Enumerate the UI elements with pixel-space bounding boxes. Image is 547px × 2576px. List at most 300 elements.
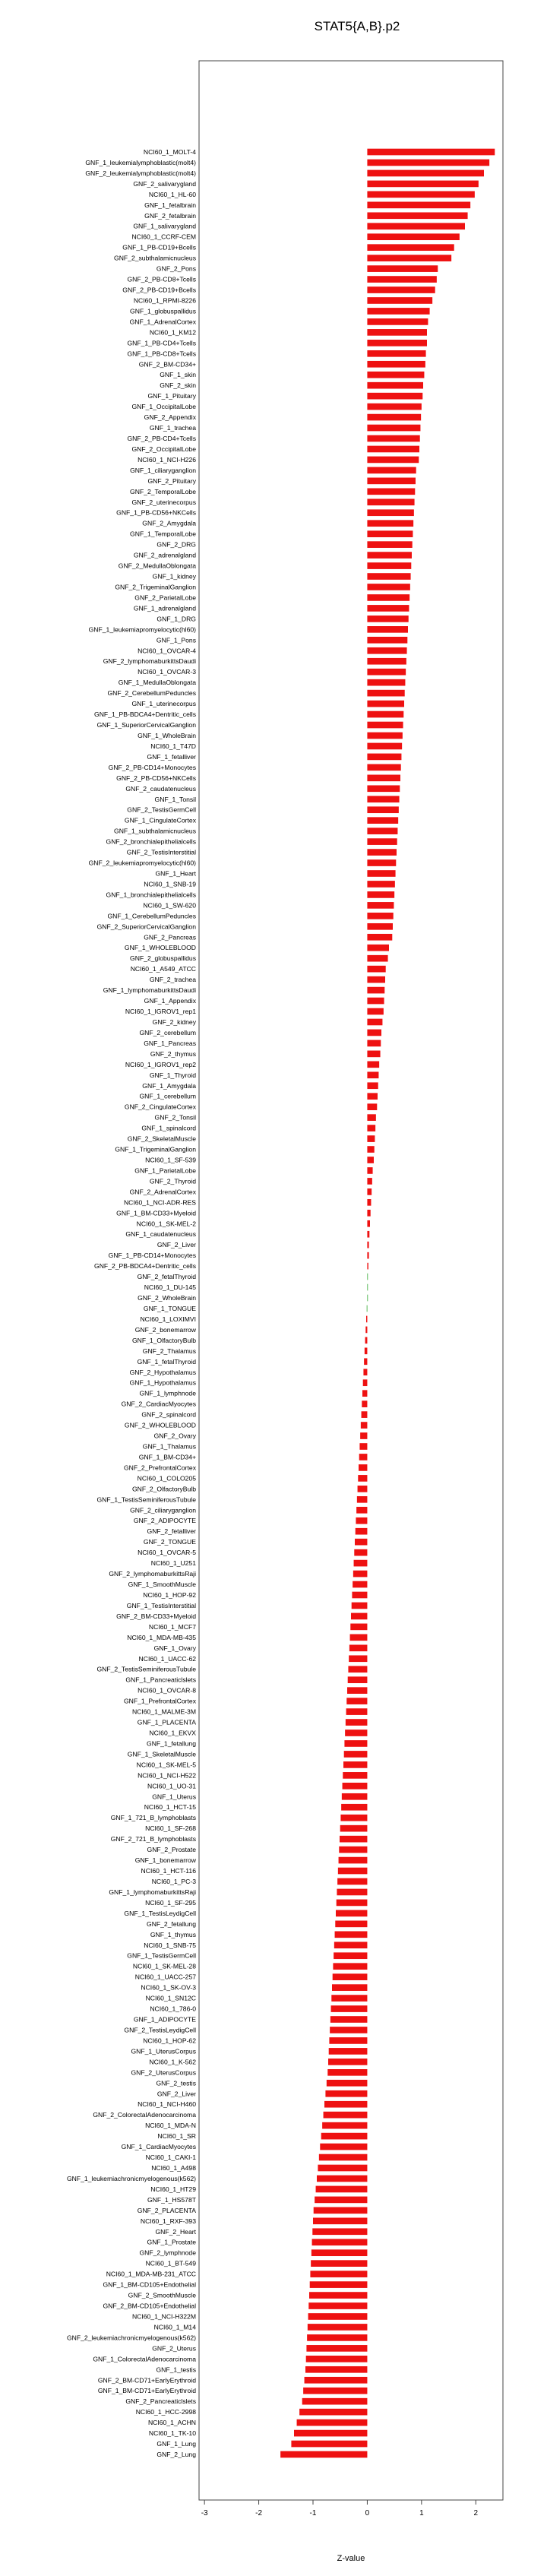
- bar: [361, 1422, 368, 1429]
- bar: [367, 1252, 368, 1259]
- x-tick-label: -3: [201, 2509, 208, 2517]
- bar: [367, 711, 403, 718]
- bar: [330, 2016, 368, 2023]
- category-label: GNF_2_TestisLeydigCell: [124, 2026, 196, 2034]
- category-label: GNF_1_ADIPOCYTE: [133, 2015, 196, 2024]
- bar: [367, 733, 402, 739]
- category-label: GNF_2_SuperiorCervicalGanglion: [96, 922, 196, 931]
- category-label: GNF_1_PrefrontalCortex: [123, 1697, 196, 1705]
- bar: [367, 838, 397, 845]
- bar: [367, 913, 393, 919]
- category-label: GNF_1_Lung: [157, 2440, 196, 2448]
- bar: [367, 233, 459, 240]
- bar: [367, 1146, 374, 1153]
- category-label: GNF_2_Tonsil: [154, 1113, 196, 1122]
- x-tick-label: 0: [365, 2509, 370, 2517]
- category-label: GNF_2_721_B_lymphoblasts: [110, 1835, 196, 1843]
- category-label: GNF_1_DRG: [157, 615, 196, 623]
- category-label: GNF_1_caudatenucleus: [125, 1230, 196, 1239]
- bar: [340, 1836, 367, 1843]
- category-label: GNF_1_uterinecorpus: [131, 700, 196, 708]
- category-label: NCI60_1_DU-145: [144, 1283, 196, 1292]
- category-label: GNF_1_WHOLEBLOOD: [124, 944, 196, 952]
- bar: [367, 743, 402, 750]
- bar: [367, 520, 413, 527]
- category-label: GNF_2_ciliaryganglion: [130, 1506, 196, 1514]
- category-label: NCI60_1_HOP-62: [143, 2036, 196, 2045]
- category-label: GNF_2_BM-CD71+EarlyErythroid: [97, 2376, 196, 2385]
- category-label: NCI60_1_LOXIMVI: [140, 1315, 196, 1323]
- category-label: NCI60_1_SF-295: [145, 1898, 196, 1907]
- bar: [367, 584, 409, 590]
- bar: [367, 478, 416, 485]
- category-label: NCI60_1_K-562: [149, 2058, 196, 2066]
- bar: [350, 1635, 368, 1641]
- category-label: GNF_2_Pancreaticlslets: [125, 2397, 196, 2406]
- bar: [340, 1815, 367, 1821]
- bar: [367, 955, 387, 962]
- category-label: NCI60_1_NCI-H522: [138, 1771, 196, 1780]
- category-label: GNF_2_uterinecorpus: [131, 498, 196, 506]
- bar: [332, 1984, 367, 1991]
- bar: [367, 859, 396, 866]
- category-label: NCI60_1_BT-549: [145, 2259, 196, 2267]
- bar: [367, 509, 413, 516]
- bar: [306, 2356, 368, 2362]
- bar: [337, 1878, 367, 1885]
- bar: [367, 1040, 381, 1047]
- category-label: NCI60_1_SN12C: [145, 1994, 196, 2002]
- bar: [367, 998, 384, 1005]
- category-label: GNF_2_AdrenalCortex: [129, 1188, 196, 1196]
- bar: [359, 1443, 367, 1450]
- x-tick-label: -1: [309, 2509, 317, 2517]
- category-label: GNF_2_MedullaOblongata: [118, 562, 196, 570]
- category-label: GNF_1_CardiacMyocytes: [121, 2143, 196, 2151]
- category-label: GNF_2_Hypothalamus: [129, 1368, 196, 1376]
- bar: [367, 1167, 372, 1174]
- category-label: GNF_1_leukemialymphoblastic(molt4): [85, 158, 196, 166]
- category-label: GNF_2_PLACENTA: [137, 2206, 196, 2214]
- bar: [311, 2260, 367, 2267]
- category-label: GNF_2_fetallung: [147, 1919, 196, 1928]
- category-label: GNF_1_BM-CD33+Myeloid: [116, 1209, 196, 1217]
- bar: [310, 2281, 368, 2288]
- category-label: GNF_2_fetalbrain: [144, 211, 196, 220]
- category-label: NCI60_1_A498: [151, 2163, 196, 2172]
- bar: [363, 1379, 368, 1386]
- category-label: GNF_1_PB-CD8+Tcells: [127, 350, 196, 358]
- category-label: NCI60_1_HL-60: [148, 190, 196, 198]
- category-label: NCI60_1_CAKI-1: [145, 2154, 196, 2162]
- bar: [367, 541, 412, 548]
- bar: [367, 976, 385, 983]
- bar: [367, 191, 474, 198]
- bar: [352, 1592, 367, 1599]
- category-label: GNF_1_fetalThyroid: [137, 1357, 196, 1366]
- bar: [367, 754, 401, 761]
- category-label: GNF_1_SuperiorCervicalGanglion: [96, 721, 196, 729]
- category-label: GNF_1_TestisSeminiferousTubule: [96, 1495, 196, 1504]
- category-label: GNF_2_TestisSeminiferousTubule: [96, 1665, 196, 1673]
- bar: [312, 2228, 367, 2235]
- bar: [367, 297, 432, 304]
- bar: [367, 1051, 380, 1058]
- bar: [343, 1783, 368, 1790]
- bar: [367, 647, 406, 654]
- category-label: GNF_1_leukemiachronicmyelogenous(k562): [66, 2174, 196, 2182]
- bar: [367, 212, 467, 219]
- bar: [367, 498, 414, 505]
- category-label: GNF_2_PrefrontalCortex: [123, 1464, 196, 1472]
- category-label: NCI60_1_OVCAR-3: [138, 668, 196, 676]
- x-tick-label: -2: [255, 2509, 263, 2517]
- bar: [344, 1751, 368, 1758]
- bar: [367, 467, 416, 474]
- bar: [367, 403, 421, 410]
- category-label: GNF_1_PLACENTA: [137, 1718, 196, 1726]
- bar: [342, 1793, 368, 1800]
- bar: [348, 1676, 368, 1683]
- bar: [367, 488, 415, 495]
- bar: [367, 722, 403, 729]
- bar: [367, 530, 413, 537]
- category-label: GNF_2_Thalamus: [142, 1347, 196, 1355]
- bar: [367, 382, 423, 389]
- bar: [340, 1825, 368, 1832]
- category-label: GNF_2_Lung: [157, 2451, 196, 2458]
- bar: [362, 1390, 367, 1397]
- bar: [339, 1847, 367, 1853]
- category-label: NCI60_1_NCI-H226: [138, 455, 196, 464]
- bar: [367, 1114, 375, 1121]
- bar: [367, 244, 454, 251]
- category-label: GNF_2_fetalThyroid: [137, 1273, 196, 1281]
- bar: [367, 669, 406, 676]
- category-label: NCI60_1_SF-539: [145, 1156, 196, 1164]
- category-label: GNF_2_CingulateCortex: [124, 1103, 196, 1111]
- category-label: GNF_1_spinalcord: [141, 1124, 196, 1132]
- category-label: GNF_2_lymphomaburkittsDaudi: [103, 657, 196, 666]
- category-label: GNF_1_PB-BDCA4+Dentritic_cells: [94, 710, 196, 719]
- bar: [302, 2398, 368, 2405]
- bar: [367, 329, 427, 336]
- category-label: GNF_2_Amygdala: [142, 519, 196, 527]
- bar: [367, 181, 478, 188]
- category-label: GNF_2_OlfactoryBulb: [131, 1485, 196, 1493]
- bar: [367, 690, 404, 697]
- category-label: GNF_2_bronchialepithelialcells: [106, 837, 196, 846]
- bar: [365, 1327, 367, 1334]
- category-label: GNF_1_Pituitary: [147, 392, 196, 400]
- bar: [367, 764, 400, 771]
- bar: [313, 2217, 367, 2224]
- category-label: NCI60_1_TK-10: [148, 2429, 196, 2438]
- category-label: GNF_2_PB-BDCA4+Dentritic_cells: [94, 1262, 196, 1271]
- bar: [364, 1358, 367, 1365]
- bar: [367, 1103, 377, 1110]
- bar: [367, 1178, 372, 1185]
- category-label: NCI60_1_HT29: [150, 2185, 196, 2193]
- category-label: NCI60_1_UACC-257: [134, 1973, 196, 1981]
- category-label: GNF_1_leukemiapromyelocytic(hl60): [88, 625, 196, 634]
- bar: [367, 170, 484, 177]
- category-label: GNF_2_BM-CD33+Myeloid: [116, 1612, 196, 1620]
- category-label: GNF_2_Uterus: [152, 2344, 196, 2353]
- category-label: NCI60_1_MCF7: [148, 1622, 196, 1631]
- category-label: GNF_2_thymus: [150, 1049, 196, 1058]
- bar: [297, 2419, 368, 2426]
- bar: [367, 372, 424, 378]
- category-label: GNF_1_PB-CD56+NKCells: [116, 508, 196, 517]
- category-label: GNF_1_BM-CD71+EarlyErythroid: [97, 2387, 196, 2395]
- category-label: GNF_1_Amygdala: [142, 1081, 196, 1090]
- bar: [347, 1687, 367, 1694]
- bar: [367, 966, 385, 973]
- category-label: GNF_1_ciliaryganglion: [130, 466, 196, 474]
- bar: [367, 1019, 382, 1026]
- bar: [367, 446, 419, 453]
- category-label: GNF_2_Prostate: [147, 1846, 196, 1854]
- bar: [346, 1698, 367, 1704]
- category-label: GNF_1_CerebellumPeduncles: [107, 912, 196, 920]
- category-label: GNF_1_PB-CD14+Monocytes: [108, 1252, 196, 1260]
- bar: [349, 1655, 367, 1662]
- category-label: GNF_1_bonemarrow: [134, 1856, 196, 1865]
- bar: [367, 594, 409, 601]
- x-tick-label: 1: [419, 2509, 424, 2517]
- bar: [334, 1952, 367, 1959]
- bar: [366, 1316, 367, 1323]
- category-label: GNF_1_AdrenalCortex: [129, 318, 196, 326]
- bar: [310, 2271, 367, 2277]
- bar: [367, 701, 404, 707]
- bar: [367, 828, 397, 834]
- bar: [352, 1603, 368, 1609]
- category-label: GNF_1_trachea: [149, 424, 196, 432]
- bar: [309, 2292, 367, 2299]
- bar: [367, 605, 409, 612]
- bar: [367, 393, 422, 400]
- bar: [367, 1093, 378, 1100]
- bar: [367, 934, 392, 941]
- category-label: GNF_2_PB-CD8+Tcells: [127, 275, 196, 283]
- bar: [299, 2409, 367, 2416]
- bar: [314, 2207, 368, 2214]
- bar: [367, 626, 408, 633]
- category-label: GNF_2_ADIPOCYTE: [133, 1517, 196, 1525]
- bar: [327, 2069, 367, 2076]
- bar: [367, 1263, 368, 1270]
- bar: [367, 457, 419, 464]
- category-label: GNF_1_lymphomaburkittsDaudi: [103, 986, 196, 995]
- category-label: GNF_2_Pituitary: [147, 476, 196, 485]
- category-label: NCI60_1_T47D: [150, 742, 196, 750]
- bar: [367, 1030, 381, 1036]
- category-label: NCI60_1_A549_ATCC: [130, 965, 196, 973]
- category-label: NCI60_1_SK-MEL-28: [132, 1962, 196, 1970]
- category-label: GNF_1_TONGUE: [143, 1304, 196, 1312]
- bar: [343, 1772, 367, 1779]
- category-label: GNF_2_caudatenucleus: [125, 784, 196, 793]
- bar: [367, 562, 411, 569]
- category-label: GNF_1_Tonsil: [154, 795, 196, 803]
- category-label: GNF_1_CingulateCortex: [124, 816, 196, 824]
- category-label: NCI60_1_786-0: [150, 2005, 196, 2013]
- category-label: GNF_2_PB-CD14+Monocytes: [108, 763, 196, 771]
- category-label: GNF_2_TONGUE: [143, 1538, 196, 1546]
- bar: [324, 2101, 367, 2108]
- bar: [363, 1369, 367, 1375]
- category-label: NCI60_1_SW-620: [143, 901, 196, 910]
- category-label: GNF_2_SmoothMuscle: [128, 2291, 196, 2299]
- category-label: GNF_1_TestisLeydigCell: [124, 1909, 196, 1917]
- bar: [329, 2048, 368, 2055]
- category-label: GNF_2_lymphomaburkittsRaji: [109, 1570, 196, 1578]
- category-label: GNF_2_globuspallidus: [130, 954, 196, 963]
- category-label: GNF_2_CardiacMyocytes: [121, 1400, 196, 1408]
- category-label: NCI60_1_HCT-116: [141, 1867, 196, 1875]
- bar: [333, 1963, 367, 1970]
- bar: [337, 1900, 368, 1907]
- category-label: NCI60_1_MDA-MB-435: [127, 1633, 196, 1641]
- category-label: GNF_1_BM-CD105+Endothelial: [103, 2280, 196, 2289]
- bar: [333, 1973, 368, 1980]
- bar: [353, 1571, 368, 1578]
- category-label: GNF_2_bonemarrow: [134, 1325, 196, 1334]
- bar: [311, 2249, 368, 2256]
- category-label: NCI60_1_SF-268: [145, 1824, 196, 1833]
- bar: [354, 1549, 367, 1556]
- bar: [315, 2197, 367, 2204]
- bar: [321, 2133, 368, 2140]
- category-label: GNF_2_testis: [156, 2079, 196, 2087]
- bar: [356, 1528, 368, 1535]
- bar: [318, 2165, 367, 2172]
- bar: [312, 2239, 368, 2245]
- bar: [358, 1486, 368, 1492]
- category-label: GNF_1_salivarygland: [133, 222, 196, 230]
- category-label: GNF_2_TrigeminalGanglion: [115, 583, 196, 591]
- bar: [330, 2027, 367, 2033]
- category-label: GNF_2_Appendix: [144, 413, 196, 422]
- category-label: GNF_1_SmoothMuscle: [128, 1581, 196, 1589]
- bar: [367, 1284, 368, 1291]
- category-label: GNF_2_Heart: [155, 2227, 196, 2236]
- bar: [337, 1889, 367, 1896]
- category-label: NCI60_1_IGROV1_rep2: [125, 1060, 196, 1068]
- bar: [367, 308, 429, 315]
- category-label: GNF_2_ColorectalAdenocarcinoma: [93, 2111, 196, 2119]
- bar: [367, 1295, 368, 1302]
- bar: [328, 2059, 367, 2065]
- category-label: NCI60_1_RPMI-8226: [133, 296, 196, 305]
- category-label: GNF_1_Heart: [155, 869, 196, 878]
- bar: [343, 1761, 367, 1768]
- bar: [335, 1931, 368, 1938]
- bar: [305, 2377, 368, 2384]
- category-label: GNF_2_UterusCorpus: [131, 2068, 196, 2077]
- bar: [320, 2144, 367, 2150]
- category-label: NCI60_1_SR: [157, 2132, 196, 2141]
- bar: [367, 945, 389, 951]
- bar: [294, 2430, 367, 2437]
- category-label: GNF_1_globuspallidus: [130, 307, 196, 315]
- category-label: GNF_2_Liver: [157, 1241, 196, 1249]
- bar: [367, 276, 436, 283]
- bar: [357, 1496, 368, 1503]
- category-label: GNF_1_Uterus: [152, 1793, 196, 1801]
- category-label: GNF_2_adrenalgland: [133, 551, 196, 559]
- category-label: GNF_2_PB-CD56+NKCells: [116, 774, 196, 782]
- category-label: GNF_1_SkeletalMuscle: [127, 1750, 196, 1758]
- bar: [354, 1560, 368, 1567]
- bar: [331, 2005, 368, 2012]
- category-label: GNF_2_leukemialymphoblastic(molt4): [85, 169, 196, 177]
- bar: [367, 616, 408, 622]
- category-label: GNF_1_TestisInterstitial: [126, 1601, 196, 1609]
- category-label: GNF_2_subthalamicnucleus: [114, 254, 196, 262]
- bar: [367, 1188, 372, 1195]
- category-label: GNF_2_Pons: [156, 264, 196, 273]
- category-label: NCI60_1_COLO205: [137, 1474, 196, 1483]
- category-label: GNF_1_BM-CD34+: [138, 1453, 196, 1461]
- bar: [367, 817, 398, 824]
- category-label: GNF_2_ParietalLobe: [134, 593, 196, 602]
- category-label: NCI60_1_MALME-3M: [131, 1707, 196, 1716]
- bar: [367, 1274, 368, 1280]
- category-label: NCI60_1_SK-MEL-2: [136, 1220, 196, 1228]
- bar: [367, 160, 489, 166]
- bar: [327, 2080, 368, 2087]
- category-label: GNF_1_Prostate: [147, 2238, 196, 2246]
- category-label: NCI60_1_NCI-ADR-RES: [123, 1198, 196, 1207]
- category-label: GNF_2_leukemiapromyelocytic(hl60): [88, 859, 196, 867]
- bar: [367, 637, 407, 644]
- category-label: NCI60_1_MDA-MB-231_ATCC: [106, 2270, 196, 2278]
- category-label: GNF_1_Thalamus: [142, 1442, 196, 1451]
- category-label: GNF_2_CerebellumPeduncles: [107, 689, 196, 698]
- category-label: NCI60_1_PC-3: [151, 1877, 196, 1885]
- x-tick-label: 2: [473, 2509, 479, 2517]
- category-label: GNF_1_thymus: [150, 1930, 196, 1938]
- category-label: NCI60_1_NCI-H322M: [131, 2312, 196, 2321]
- bar: [367, 881, 394, 888]
- category-label: NCI60_1_HOP-92: [143, 1590, 196, 1599]
- bar: [319, 2154, 368, 2161]
- category-label: NCI60_1_CCRF-CEM: [131, 233, 196, 241]
- bar: [362, 1411, 368, 1418]
- category-label: GNF_1_fetalliver: [147, 752, 196, 761]
- bar: [367, 1199, 371, 1206]
- category-label: NCI60_1_IGROV1_rep1: [125, 1008, 196, 1016]
- category-label: GNF_2_WholeBrain: [138, 1294, 196, 1302]
- bar: [367, 1231, 369, 1238]
- bar: [367, 679, 405, 686]
- category-label: GNF_2_PB-CD19+Bcells: [122, 286, 196, 294]
- bar: [356, 1517, 367, 1524]
- bar: [367, 923, 393, 930]
- category-label: GNF_1_kidney: [152, 572, 196, 581]
- category-label: NCI60_1_M14: [153, 2323, 196, 2331]
- bar: [322, 2122, 367, 2129]
- category-label: GNF_1_UterusCorpus: [131, 2047, 196, 2055]
- bar: [280, 2451, 367, 2458]
- category-label: GNF_1_Thyroid: [149, 1071, 196, 1079]
- bar: [367, 1062, 379, 1068]
- bar: [325, 2090, 367, 2097]
- bar: [308, 2302, 367, 2309]
